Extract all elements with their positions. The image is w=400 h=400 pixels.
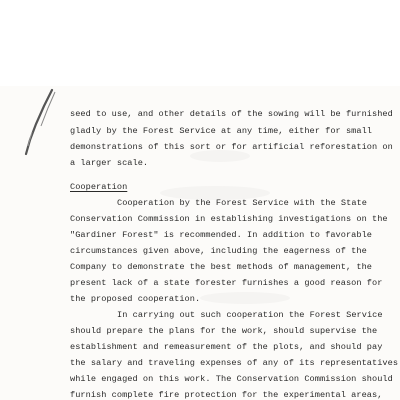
paragraph-2-line-3: establishment and remeasurement of the plots, and should pay [70, 342, 383, 352]
top-margin [0, 0, 400, 86]
paper-smudge [200, 292, 290, 304]
body-line-1: seed to use, and other details of the sowing will be furnished [70, 109, 393, 119]
body-line-4: a larger scale. [70, 158, 149, 168]
body-line-2: gladly by the Forest Service at any time, either for small [70, 126, 373, 136]
paragraph-2-line-1: In carrying out such cooperation the Forest Service [117, 310, 383, 320]
paragraph-2-line-2: should prepare the plans for the work, should supervise the [70, 326, 378, 336]
paragraph-1-line-1: Cooperation by the Forest Service with the State [117, 198, 367, 208]
paragraph-1-line-3: "Gardiner Forest" is recommended. In addition to favorable [70, 230, 373, 240]
paragraph-2-line-6: furnish complete fire protection for the experimental areas, [70, 390, 383, 400]
page-edge-mark [22, 88, 58, 158]
section-heading: Cooperation [70, 182, 128, 192]
paragraph-1-line-5: Company to demonstrate the best methods of management, the [70, 262, 373, 272]
paragraph-1-line-6: present lack of a state forester furnishes a good reason for [70, 278, 383, 288]
body-line-3: demonstrations of this sort or for artificial reforestation on [70, 142, 393, 152]
paragraph-2-line-5: while engaged on this work. The Conservation Commission should [70, 374, 393, 384]
paragraph-1-line-2: Conservation Commission in establishing investigations on the [70, 214, 388, 224]
paragraph-2-line-4: the salary and traveling expenses of any of its representatives [70, 358, 399, 368]
paragraph-1-line-4: circumstances given above, including the eagerness of the [70, 246, 367, 256]
paragraph-1-line-7: the proposed cooperation. [70, 294, 201, 304]
